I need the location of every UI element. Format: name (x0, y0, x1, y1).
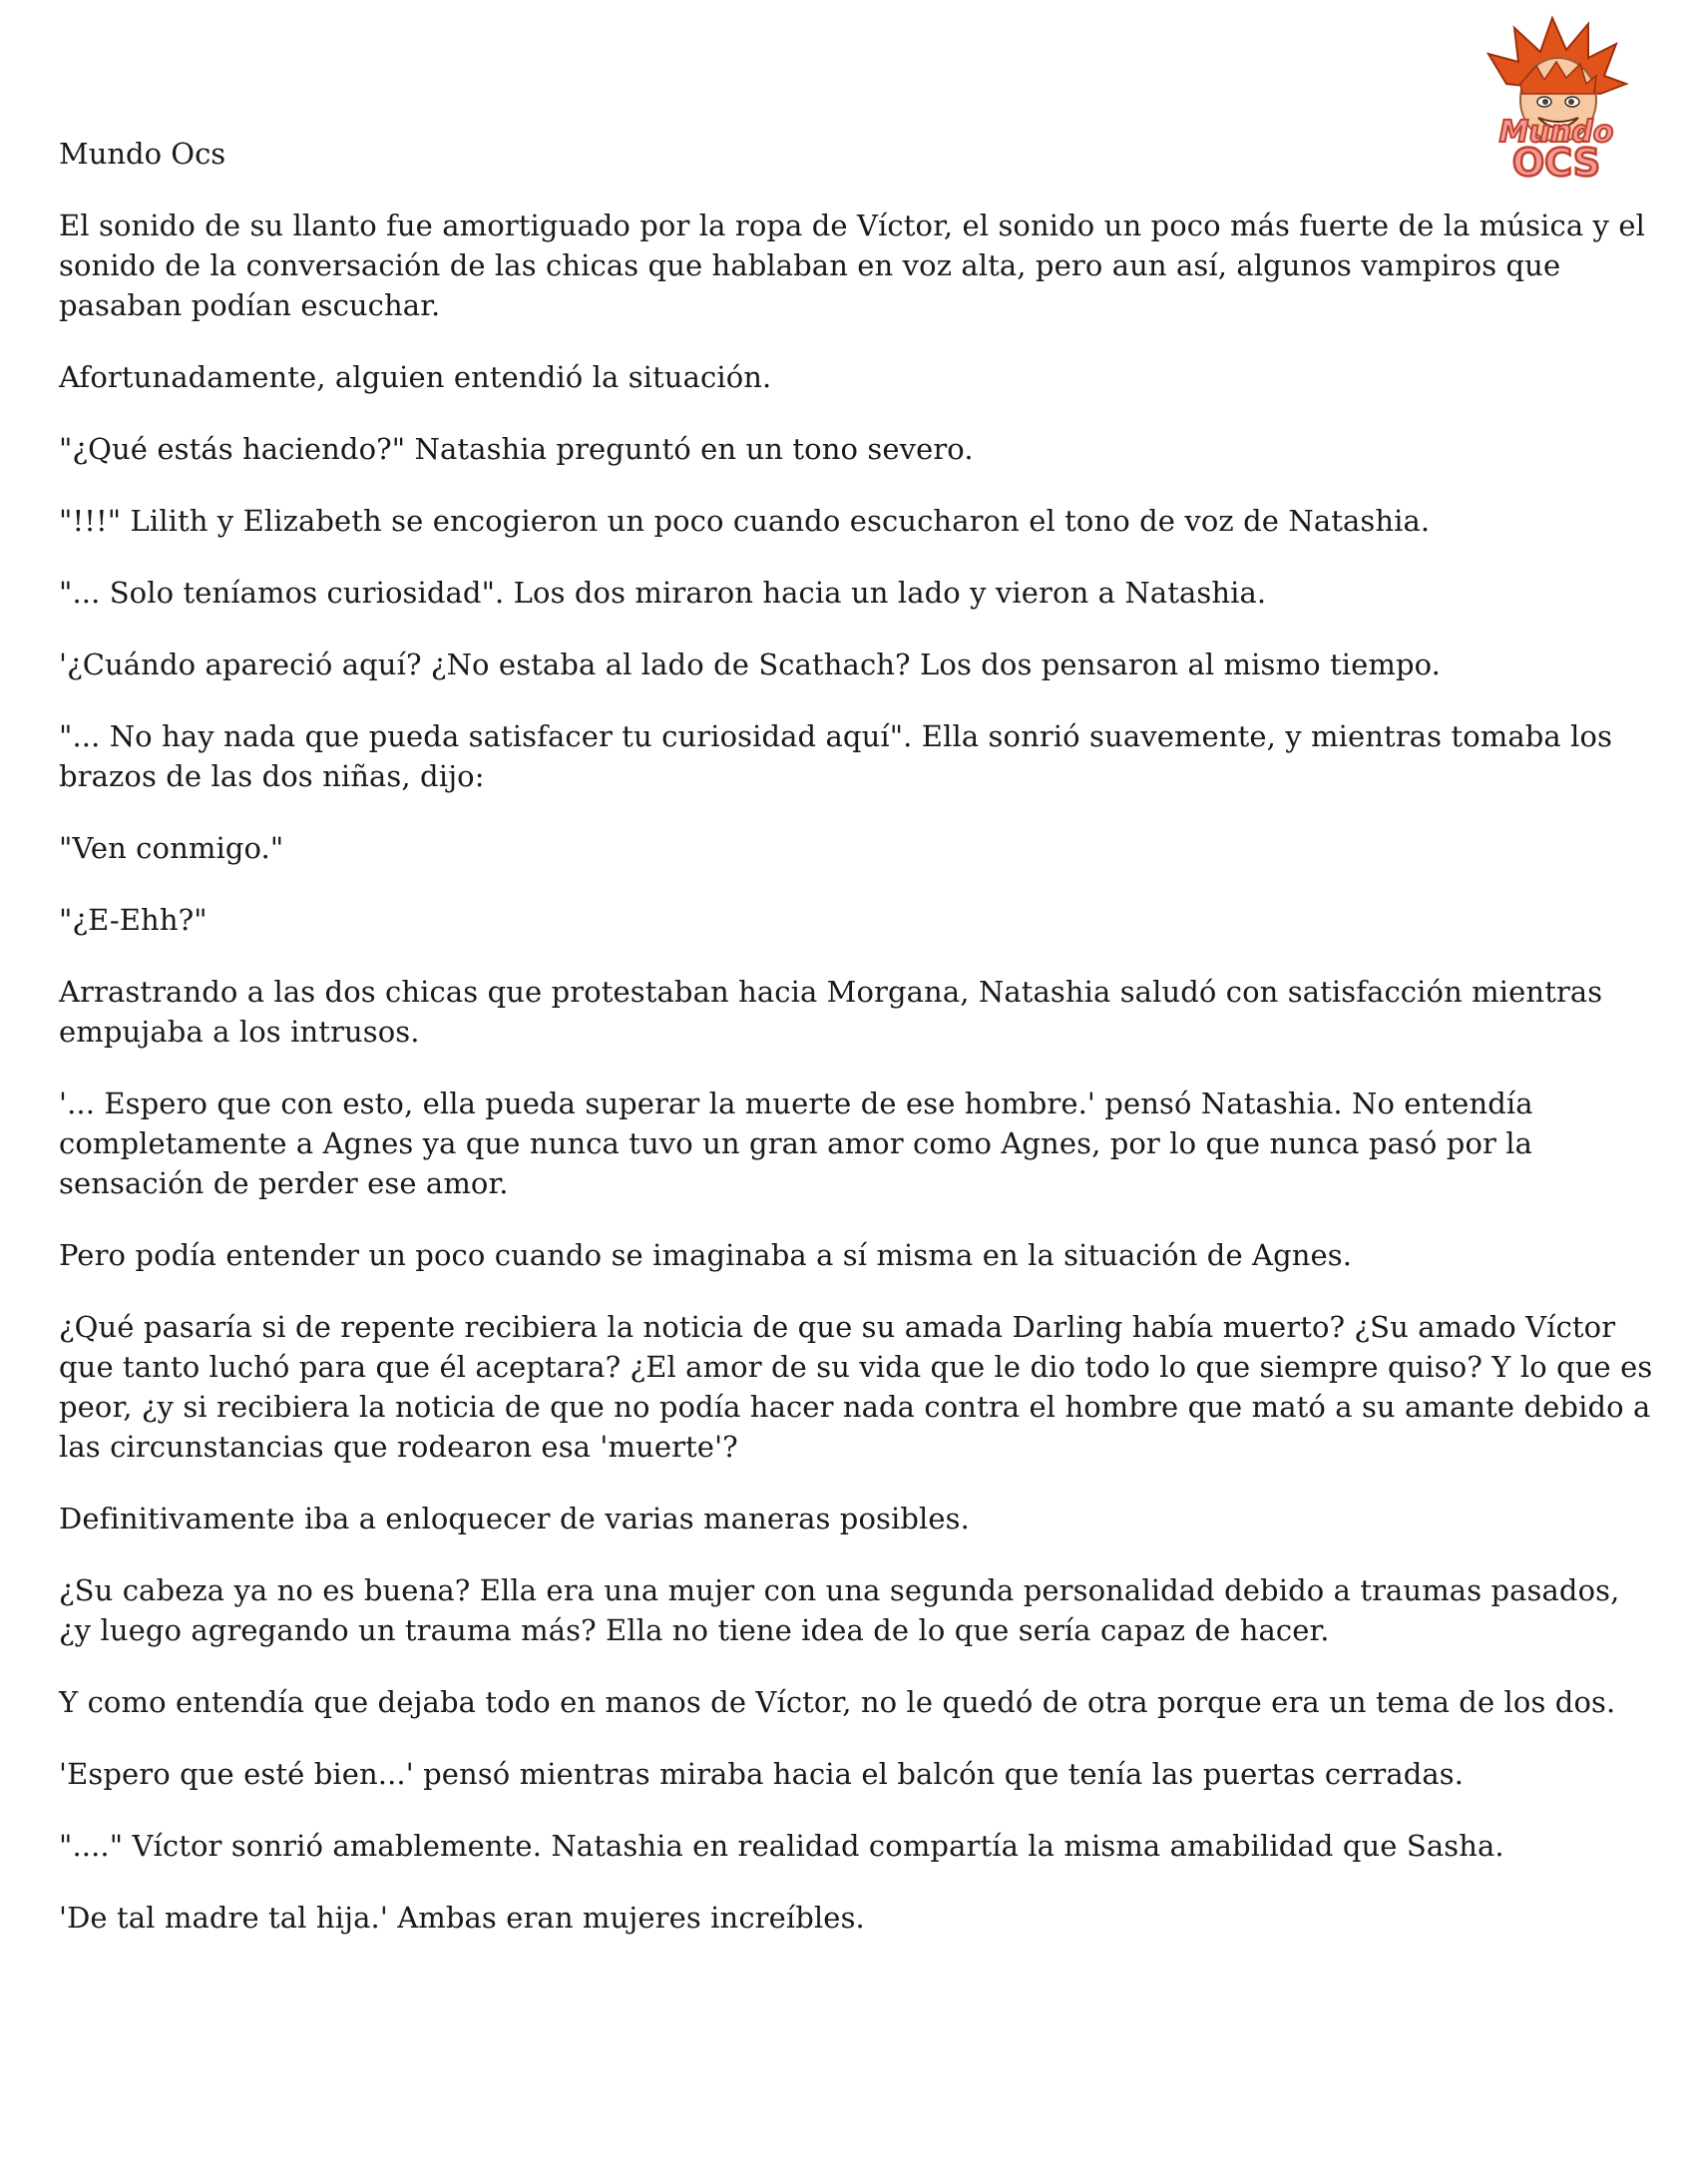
paragraph: "¿E-Ehh?" (59, 903, 208, 937)
paragraph: "Ven conmigo." (59, 831, 284, 865)
paragraph: "... Solo teníamos curiosidad". Los dos miraron hacia un lado y vieron a Natashia. (59, 576, 1267, 610)
paragraph: Y como entendía que dejaba todo en manos de Víctor, no le quedó de otra porque era un tema de los dos. (59, 1685, 1616, 1719)
paragraph: ¿Su cabeza ya no es buena? Ella era una mujer con una segunda personalidad debido a traumas pasados, ¿y luego agregando un trauma más? Ella no tiene idea de lo que sería capaz de hacer. (59, 1573, 1620, 1647)
paragraph: 'De tal madre tal hija.' Ambas eran mujeres increíbles. (59, 1901, 865, 1935)
paragraph: "...." Víctor sonrió amablemente. Natashia en realidad compartía la misma amabilidad que Sasha. (59, 1829, 1504, 1863)
svg-text:Mundo: Mundo (1498, 115, 1614, 150)
page-header: Mundo Ocs (59, 137, 226, 171)
paragraph: '... Espero que con esto, ella pueda superar la muerte de ese hombre.' pensó Natashia. No entendía completamente a Agnes ya que nunca tuvo un gran amor como Agnes, por lo que nunca pasó por la sensación de perder ese amor. (59, 1087, 1533, 1200)
paragraph: Definitivamente iba a enloquecer de varias maneras posibles. (59, 1502, 970, 1535)
paragraph: "¿Qué estás haciendo?" Natashia preguntó en un tono severo. (59, 432, 974, 466)
paragraph: 'Espero que esté bien...' pensó mientras miraba hacia el balcón que tenía las puertas cerradas. (59, 1757, 1465, 1791)
svg-text:OCS: OCS (1511, 141, 1601, 185)
paragraph: El sonido de su llanto fue amortiguado por la ropa de Víctor, el sonido un poco más fuerte de la música y el sonido de la conversación de las chicas que hablaban en voz alta, pero aun así, algunos vampiros que pasaban podían escuchar. (59, 209, 1645, 322)
paragraph: "... No hay nada que pueda satisfacer tu curiosidad aquí". Ella sonrió suavemente, y mientras tomaba los brazos de las dos niñas, dijo: (59, 719, 1613, 793)
paragraph: "!!!" Lilith y Elizabeth se encogieron un poco cuando escucharon el tono de voz de Natashia. (59, 504, 1431, 538)
paragraph: ¿Qué pasaría si de repente recibiera la noticia de que su amada Darling había muerto? ¿Su amado Víctor que tanto luchó para que él aceptara? ¿El amor de su vida que le dio todo lo que siempre quiso? Y lo que es peor, ¿y si recibiera la noticia de que no podía hacer nada contra el hombre que mató a su amante debido a las circunstancias que rodearon esa 'muerte'? (59, 1310, 1653, 1464)
logo-text-graphic (1467, 14, 1646, 186)
paragraph: '¿Cuándo apareció aquí? ¿No estaba al lado de Scathach? Los dos pensaron al mismo tiempo. (59, 648, 1441, 681)
mundo-ocs-logo-icon (1467, 14, 1646, 186)
paragraph: Arrastrando a las dos chicas que protestaban hacia Morgana, Natashia saludó con satisfacción mientras empujaba a los intrusos. (59, 975, 1603, 1049)
document-body (59, 206, 1655, 1969)
paragraph: Pero podía entender un poco cuando se imaginaba a sí misma en la situación de Agnes. (59, 1238, 1353, 1272)
paragraph: Afortunadamente, alguien entendió la situación. (59, 360, 772, 394)
